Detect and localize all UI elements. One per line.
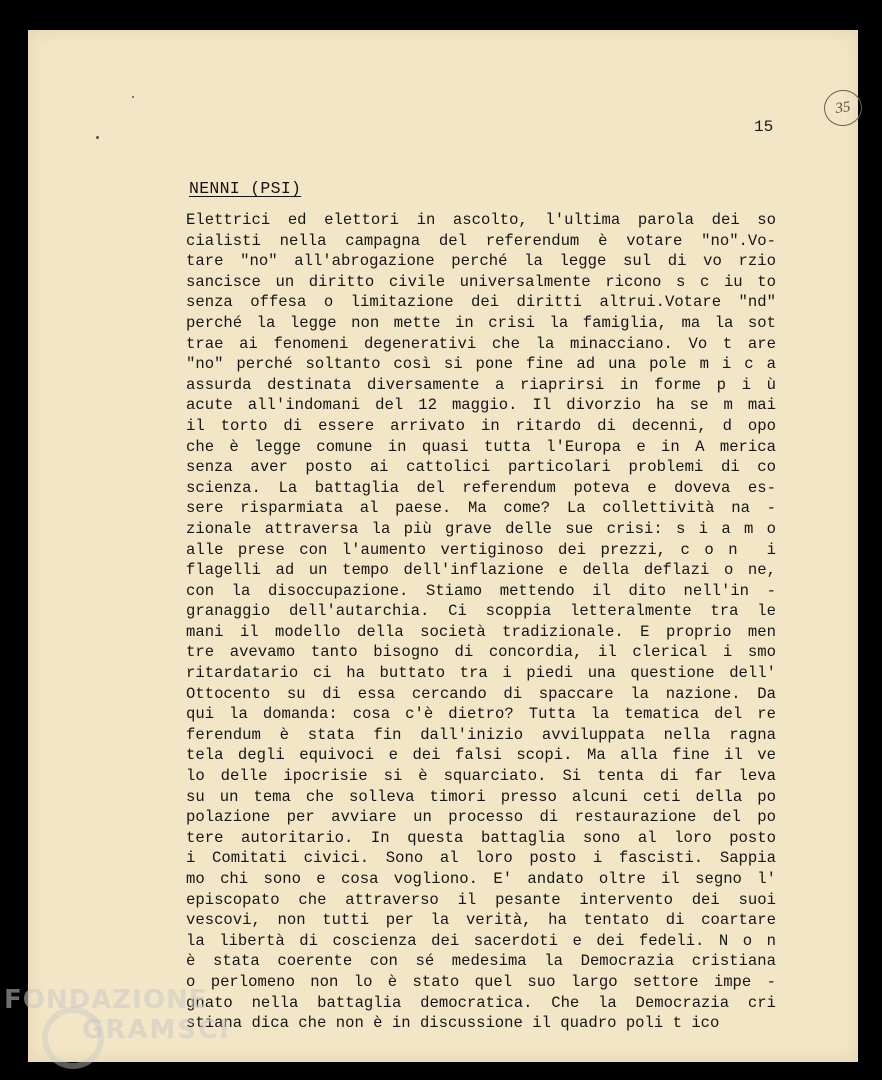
text-line: ferendum è stata fin dall'inizio avviluppata nella ragna [186, 725, 776, 744]
text-line: "no" perché soltanto così si pone fine ad una pole m i c a [186, 355, 776, 374]
text-line: gnato nella battaglia democratica. Che la Democrazia cri [186, 993, 776, 1012]
text-line: che è legge comune in quasi tutta l'Europa e in A merica [186, 437, 776, 456]
text-line: Ottocento su di essa cercando di spaccare la nazione. Da [186, 684, 776, 703]
text-line: assurda destinata diversamente a riaprirsi in forme p i ù [186, 375, 776, 394]
text-line: flagelli ad un tempo dell'inflazione e della deflazi o ne, [186, 561, 776, 580]
text-line: vescovi, non tutti per la verità, ha tentato di coartare [186, 911, 776, 930]
text-line: tre avevamo tanto bisogno di concordia, il clerical i smo [186, 643, 776, 662]
text-line: polazione per avviare un processo di restaurazione del po [186, 808, 776, 827]
fondazione-gramsci-watermark [4, 985, 234, 1075]
text-line: trae ai fenomeni degenerativi che la minacciano. Vo t are [186, 334, 776, 353]
text-line: perché la legge non mette in crisi la famiglia, ma la sot [186, 313, 776, 332]
text-line: lo delle ipocrisie si è squarciato. Si tenta di far leva [186, 767, 776, 786]
text-line: sere risparmiata al paese. Ma come? La collettività na - [186, 499, 776, 518]
text-line: la libertà di coscienza dei sacerdoti e dei fedeli. N o n [186, 931, 776, 950]
text-line: senza offesa o limitazione dei diritti altrui.Votare "nd" [186, 293, 776, 312]
text-line: alle prese con l'aumento vertiginoso dei prezzi, c o n i [186, 540, 776, 559]
text-line: qui la domanda: cosa c'è dietro? Tutta la tematica del re [186, 705, 776, 724]
text-line: su un tema che solleva timori presso alcuni ceti della po [186, 787, 776, 806]
text-line: granaggio dell'autarchia. Ci scoppia letteralmente tra le [186, 602, 776, 621]
archive-stamp: 35 [822, 88, 865, 129]
text-line: tela degli equivoci e dei falsi scopi. Ma alla fine il ve [186, 746, 776, 765]
watermark-line1: FONDAZIONE [4, 985, 208, 1015]
text-line: episcopato che attraverso il pesante intervento dei suoi [186, 890, 776, 909]
speech-heading [189, 179, 301, 198]
text-line: tare "no" all'abrogazione perché la legge sul di vo rzio [186, 252, 776, 271]
text-line: ritardatario ci ha buttato tra i piedi una questione dell' [186, 664, 776, 683]
text-line: acute all'indomani del 12 maggio. Il divorzio ha se m mai [186, 396, 776, 415]
speck [96, 136, 99, 139]
text-line: o perlomeno non lo è stato quel suo largo settore impe - [186, 972, 776, 991]
text-line: mo chi sono e cosa vogliono. E' andato oltre il segno l' [186, 870, 776, 888]
text-line: stiana dica che non è in discussione il quadro poli t ico [186, 1014, 720, 1033]
page-number: 15 [754, 118, 774, 136]
text-line: scienza. La battaglia del referendum poteva e doveva es- [186, 478, 776, 497]
text-line: il torto di essere arrivato in ritardo di decenni, d opo [186, 416, 776, 435]
typed-body-text [186, 210, 776, 1034]
heading-text: NENNI (PSI) [189, 179, 302, 198]
speck [132, 96, 134, 98]
text-line: senza aver posto ai cattolici particolari problemi di co [186, 458, 776, 477]
text-line: con la disoccupazione. Stiamo mettendo il dito nell'in - [186, 581, 776, 600]
text-line: cialisti nella campagna del referendum è votare "no".Vo- [186, 231, 776, 250]
text-line: sancisce un diritto civile universalmente ricono s c iu to [186, 272, 776, 291]
text-line: tere autoritario. In questa battaglia sono al loro posto [186, 828, 776, 847]
text-line: Elettrici ed elettori in ascolto, l'ultima parola dei so [186, 211, 776, 229]
watermark-line2: GRAMSCI [82, 1015, 231, 1045]
text-line: zionale attraversa la più grave delle sue crisi: s i a m o [186, 519, 776, 538]
text-line: mani il modello della società tradizionale. E proprio men [186, 622, 776, 641]
text-line: è stata coerente con sé medesima la Democrazia cristiana [186, 952, 776, 971]
text-line: i Comitati civici. Sono al loro posto i fascisti. Sappia [186, 849, 776, 868]
